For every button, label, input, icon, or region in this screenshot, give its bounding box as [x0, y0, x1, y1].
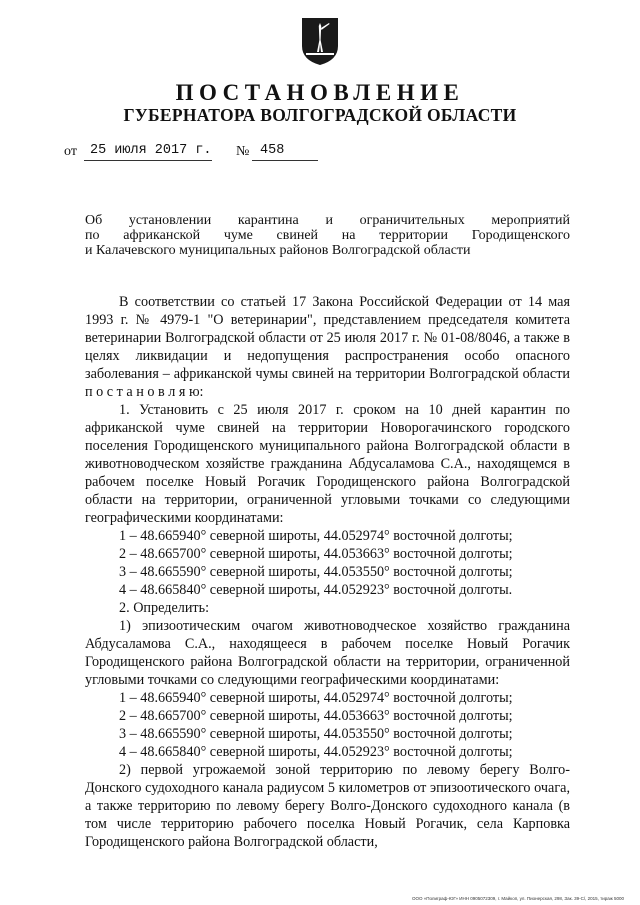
- coordinate-line: 3 – 48.665590° северной широты, 44.053550° восточной долготы;: [119, 564, 513, 580]
- document-date-number-row: [64, 142, 324, 162]
- document-number: 458: [260, 143, 285, 158]
- document-title: ПОСТАНОВЛЕНИЕ: [175, 80, 465, 105]
- coordinate-line: 1 – 48.665940° северной широты, 44.052974° восточной долготы;: [119, 528, 513, 544]
- date-underline: [84, 160, 212, 161]
- coordinate-line: 2 – 48.665700° северной широты, 44.053663° восточной долготы;: [119, 708, 513, 724]
- coordinate-line: 1 – 48.665940° северной широты, 44.052974° восточной долготы;: [119, 690, 513, 706]
- coordinate-line: 4 – 48.665840° северной широты, 44.052923° восточной долготы;: [119, 744, 513, 760]
- subject-line: и Калачевского муниципальных районов Волгоградской области: [85, 243, 471, 258]
- item-1-paragraph: 1. Установить с 25 июля 2017 г. сроком на 10 дней карантин по африканской чуме свиней на территории Новорогачинского городского поселения Городищенского муниципального района Волгоградской области в животноводческом хозяйстве гражданина Абдусаламова С.А., находящемся в рабочем поселке Новый Рогачик Городищенского района Волгоградской области на территории, ограниченной угловыми точками со следующими географическими координатами:: [85, 402, 570, 526]
- subitem-2-paragraph: 2) первой угрожаемой зоной территорию по левому берегу Волго-Донского судоходного канала радиусом 5 километров от эпизоотического очага, а также территорию по левому берегу Волго-Донского судоходного канала (в том числе территорию рабочего поселка Новый Рогачик, села Карповка Городищенского района Волгоградской области,: [85, 762, 570, 850]
- item-2-heading: 2. Определить:: [119, 600, 210, 616]
- preamble-paragraph: В соответствии со статьей 17 Закона Российской Федерации от 14 мая 1993 г. № 4979-1 "О ветеринарии", представлением председателя комитета ветеринарии Волгоградской области от 25 июля 2017 г. № 01-08/8046, а также в целях ликвидации и недопущения распространения особо опасного заболевания – африканской чумы свиней на территории Волгоградской области п о с т а н о в л я ю:: [85, 294, 570, 400]
- subject-line: по африканской чуме свиней на территории Городищенского: [85, 228, 570, 243]
- subject-line: Об установлении карантина и ограничительных мероприятий: [85, 213, 570, 228]
- document-date: 25 июля 2017 г.: [90, 143, 212, 158]
- number-underline: [252, 160, 318, 161]
- coordinate-line: 2 – 48.665700° северной широты, 44.053663° восточной долготы;: [119, 546, 513, 562]
- subitem-1-paragraph: 1) эпизоотическим очагом животноводческое хозяйство гражданина Абдусаламова С.А., находящееся в рабочем поселке Новый Рогачик Городищенского района Волгоградской области на территории, ограниченной угловыми точками со следующими географическими координатами:: [85, 618, 570, 688]
- volgograd-coat-of-arms-emblem: [300, 16, 340, 66]
- coordinate-line: 4 – 48.665840° северной широты, 44.052923° восточной долготы.: [119, 582, 513, 598]
- from-label: от: [64, 144, 77, 159]
- printer-imprint: ООО «Полиграф-ЮГ» ИНН 0905072309, г. Майкоп, ул. Пионерская, 298, Зак. 39-С/, 2015, тираж 5000: [411, 896, 624, 901]
- coordinate-line: 3 – 48.665590° северной широты, 44.053550° восточной долготы;: [119, 726, 513, 742]
- document-subtitle: ГУБЕРНАТОРА ВОЛГОГРАДСКОЙ ОБЛАСТИ: [123, 105, 517, 125]
- document-body: [85, 293, 570, 851]
- document-subject: [85, 213, 570, 258]
- number-label: №: [236, 144, 250, 159]
